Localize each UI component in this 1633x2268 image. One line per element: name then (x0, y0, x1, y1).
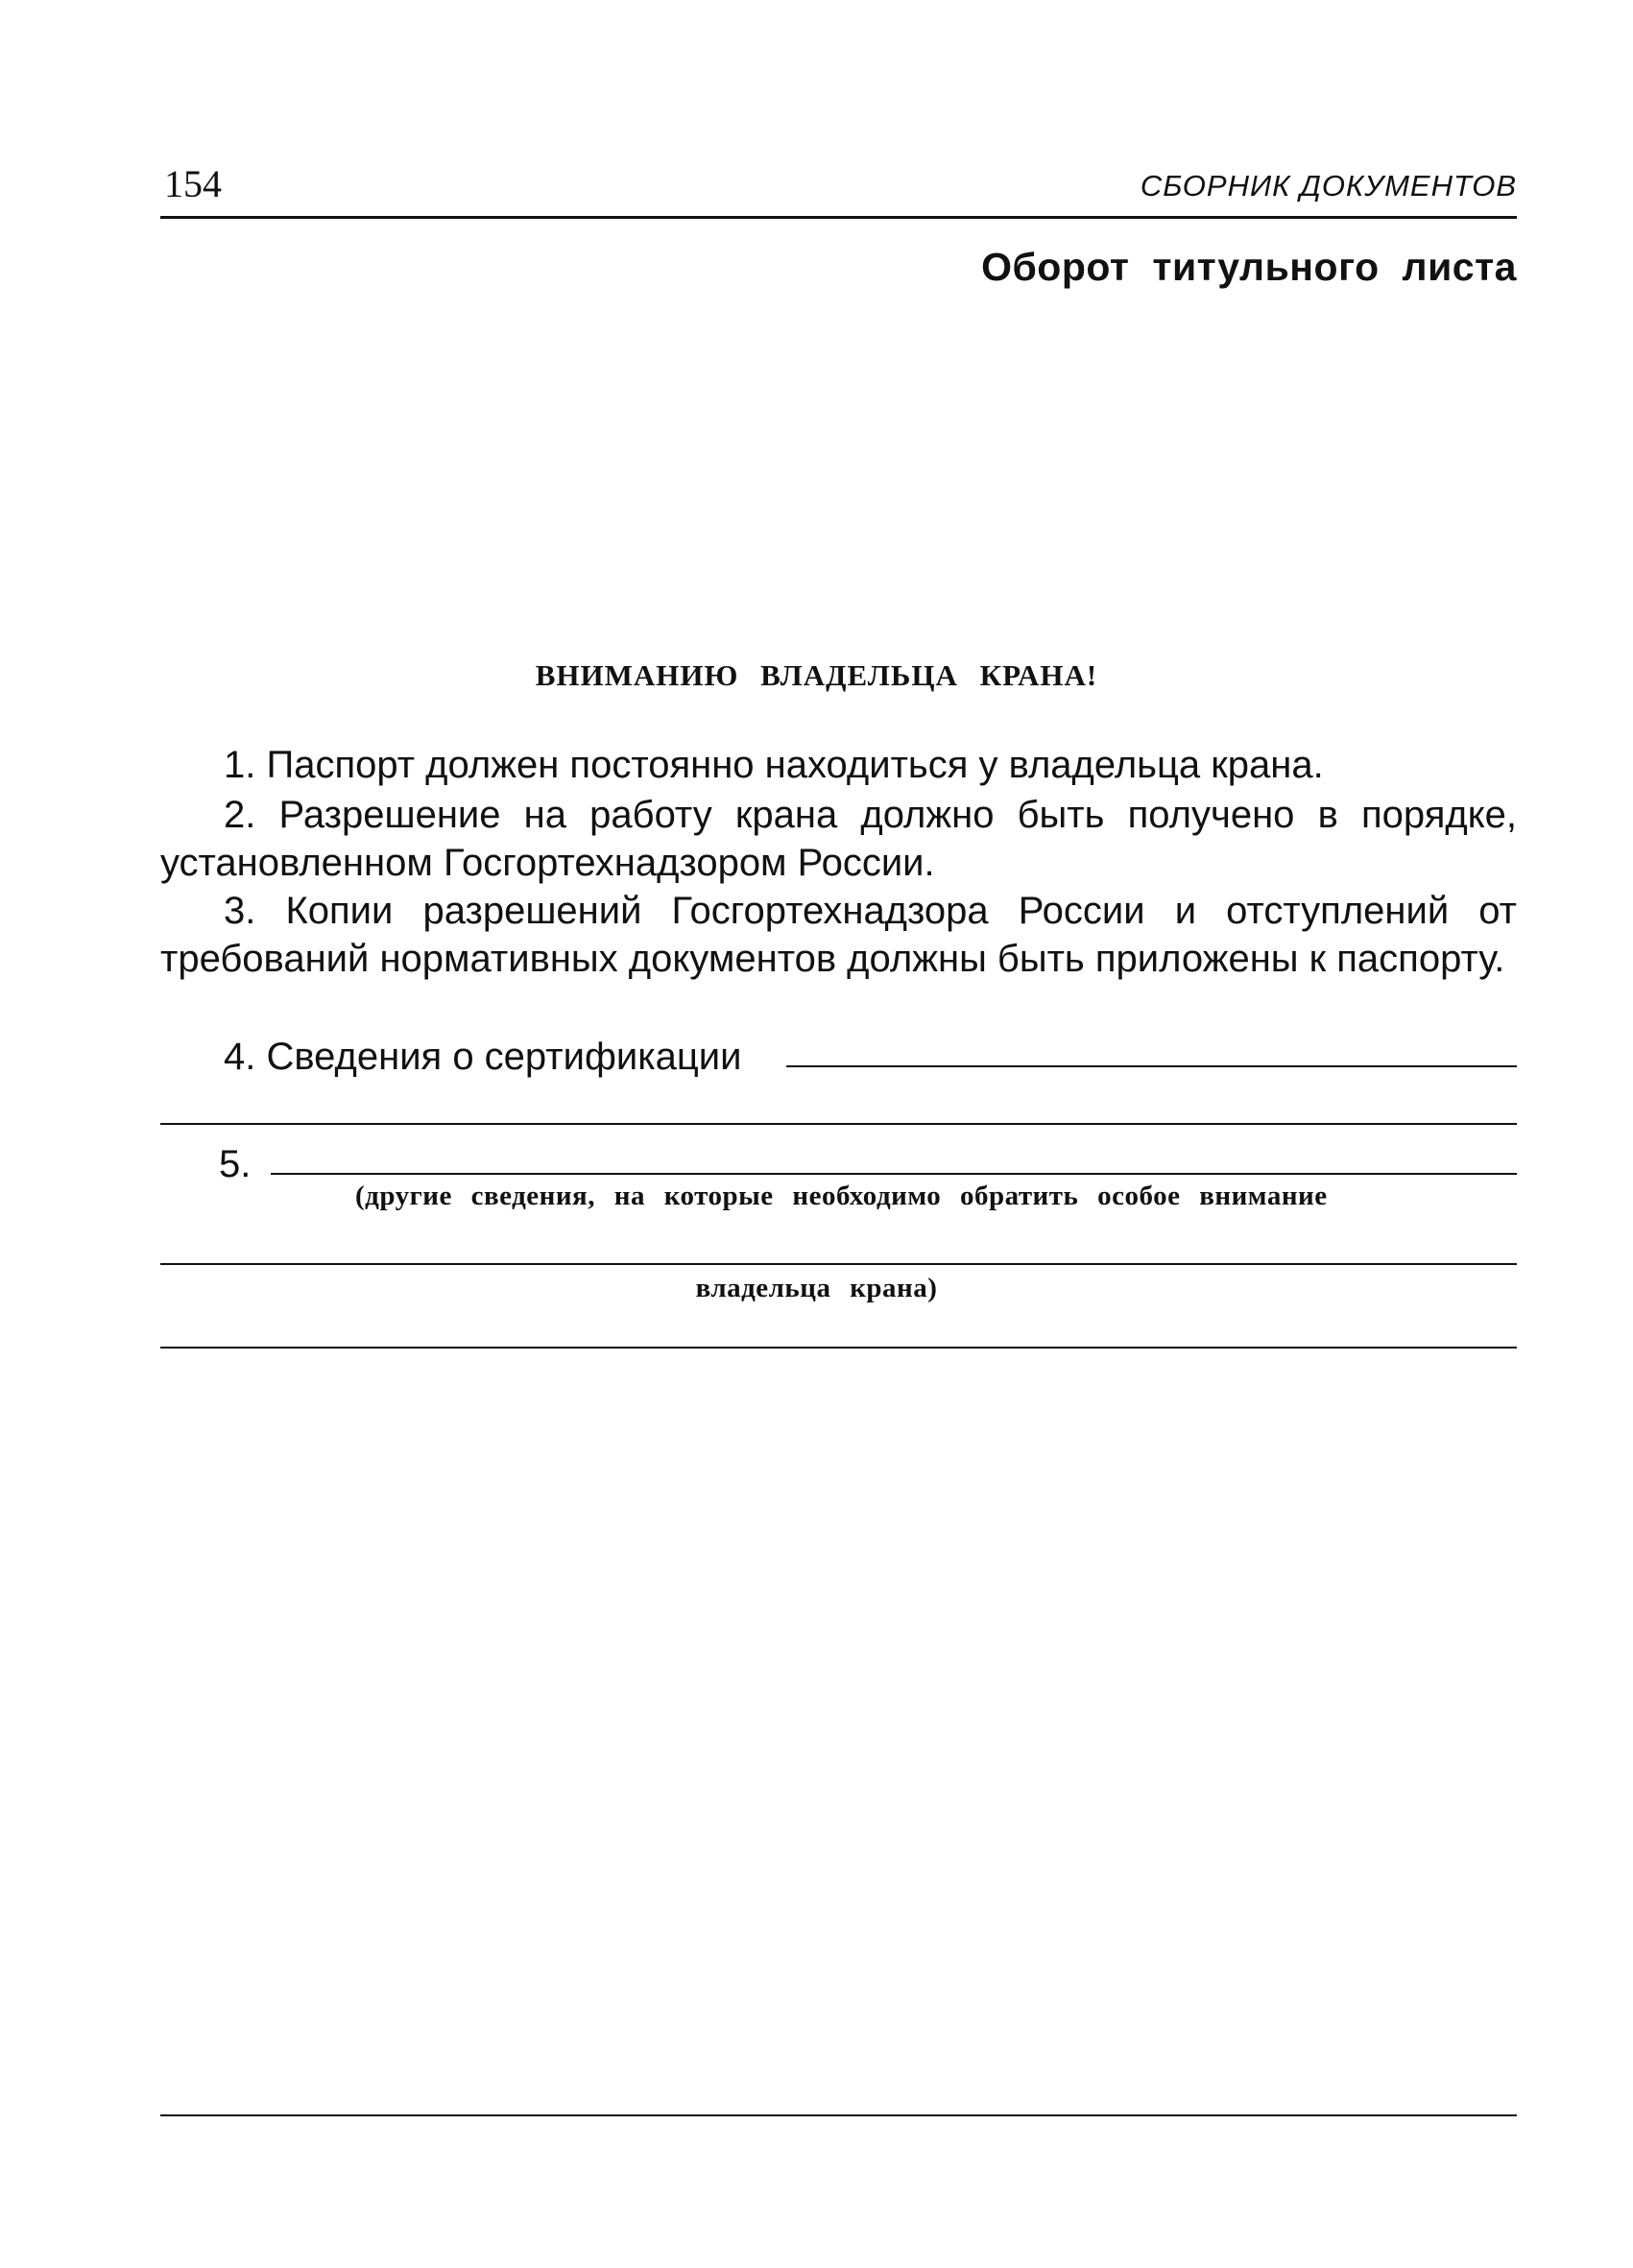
running-head: СБОРНИК ДОКУМЕНТОВ (1140, 169, 1517, 203)
item5-fill-line (271, 1173, 1517, 1175)
notice-heading: ВНИМАНИЮ ВЛАДЕЛЬЦА КРАНА! (535, 658, 1098, 692)
item5-caption-line-2: владельца крана) (695, 1273, 938, 1303)
blank-fill-line-2 (160, 1263, 1517, 1265)
footer-rule (160, 2114, 1517, 2116)
notice-item-2 (160, 791, 1517, 887)
notice-item-2-text: 2. Разрешение на работу крана должно быть получено в порядке, установленном Госгортехнадзором России. (160, 794, 1517, 884)
notice-item-5-number: 5. (219, 1143, 252, 1185)
notice-item-1 (160, 741, 1517, 789)
notice-item-3 (160, 887, 1517, 983)
blank-fill-line (160, 1123, 1517, 1125)
notice-item-4: 4. Сведения о сертификации (224, 1036, 742, 1078)
notice-item-3-text: 3. Копии разрешений Госгортехнадзора России и отступлений от требований нормативных документов должны быть приложены к паспорту. (160, 890, 1517, 980)
blank-fill-line-3 (160, 1347, 1517, 1349)
header-rule (160, 216, 1517, 219)
certification-fill-line (786, 1065, 1517, 1067)
notice-item-1-text: 1. Паспорт должен постоянно находиться у владельца крана. (224, 744, 1324, 786)
section-title: Оборот титульного листа (981, 245, 1517, 289)
page-number: 154 (164, 162, 222, 205)
item5-caption-line-1: (другие сведения, на которые необходимо обратить особое внимание (355, 1181, 1328, 1211)
